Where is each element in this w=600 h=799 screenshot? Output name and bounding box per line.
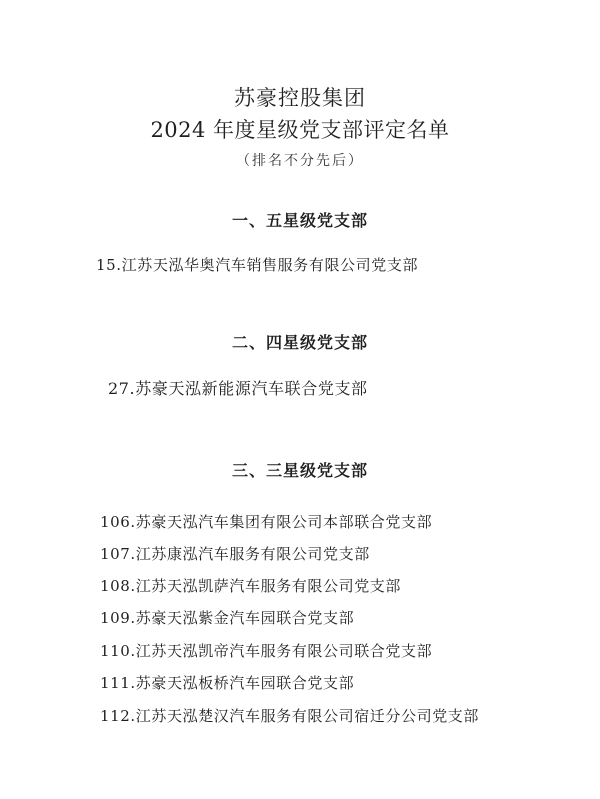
document-title: 苏豪控股集团 xyxy=(234,86,366,110)
list-item: 112.江苏天泓楚汉汽车服务有限公司宿迁分公司党支部 xyxy=(100,707,480,725)
list-item: 107.江苏康泓汽车服务有限公司党支部 xyxy=(100,545,370,563)
list-item: 27.苏豪天泓新能源汽车联合党支部 xyxy=(108,379,368,398)
document-subtitle: 2024 年度星级党支部评定名单 xyxy=(150,118,450,142)
list-item: 108.江苏天泓凯萨汽车服务有限公司党支部 xyxy=(100,577,402,595)
list-item: 111.苏豪天泓板桥汽车园联合党支部 xyxy=(100,674,355,692)
list-item: 109.苏豪天泓紫金汽车园联合党支部 xyxy=(100,609,355,627)
list-item: 110.江苏天泓凯帝汽车服务有限公司联合党支部 xyxy=(100,642,433,660)
section-heading-three-star: 三、三星级党支部 xyxy=(231,461,368,480)
section-heading-four-star: 二、四星级党支部 xyxy=(231,333,368,352)
ranking-note: （排名不分先后） xyxy=(236,153,364,169)
list-item: 106.苏豪天泓汽车集团有限公司本部联合党支部 xyxy=(100,513,433,531)
section-heading-five-star: 一、五星级党支部 xyxy=(231,211,368,230)
list-item: 15.江苏天泓华奥汽车销售服务有限公司党支部 xyxy=(96,256,419,274)
